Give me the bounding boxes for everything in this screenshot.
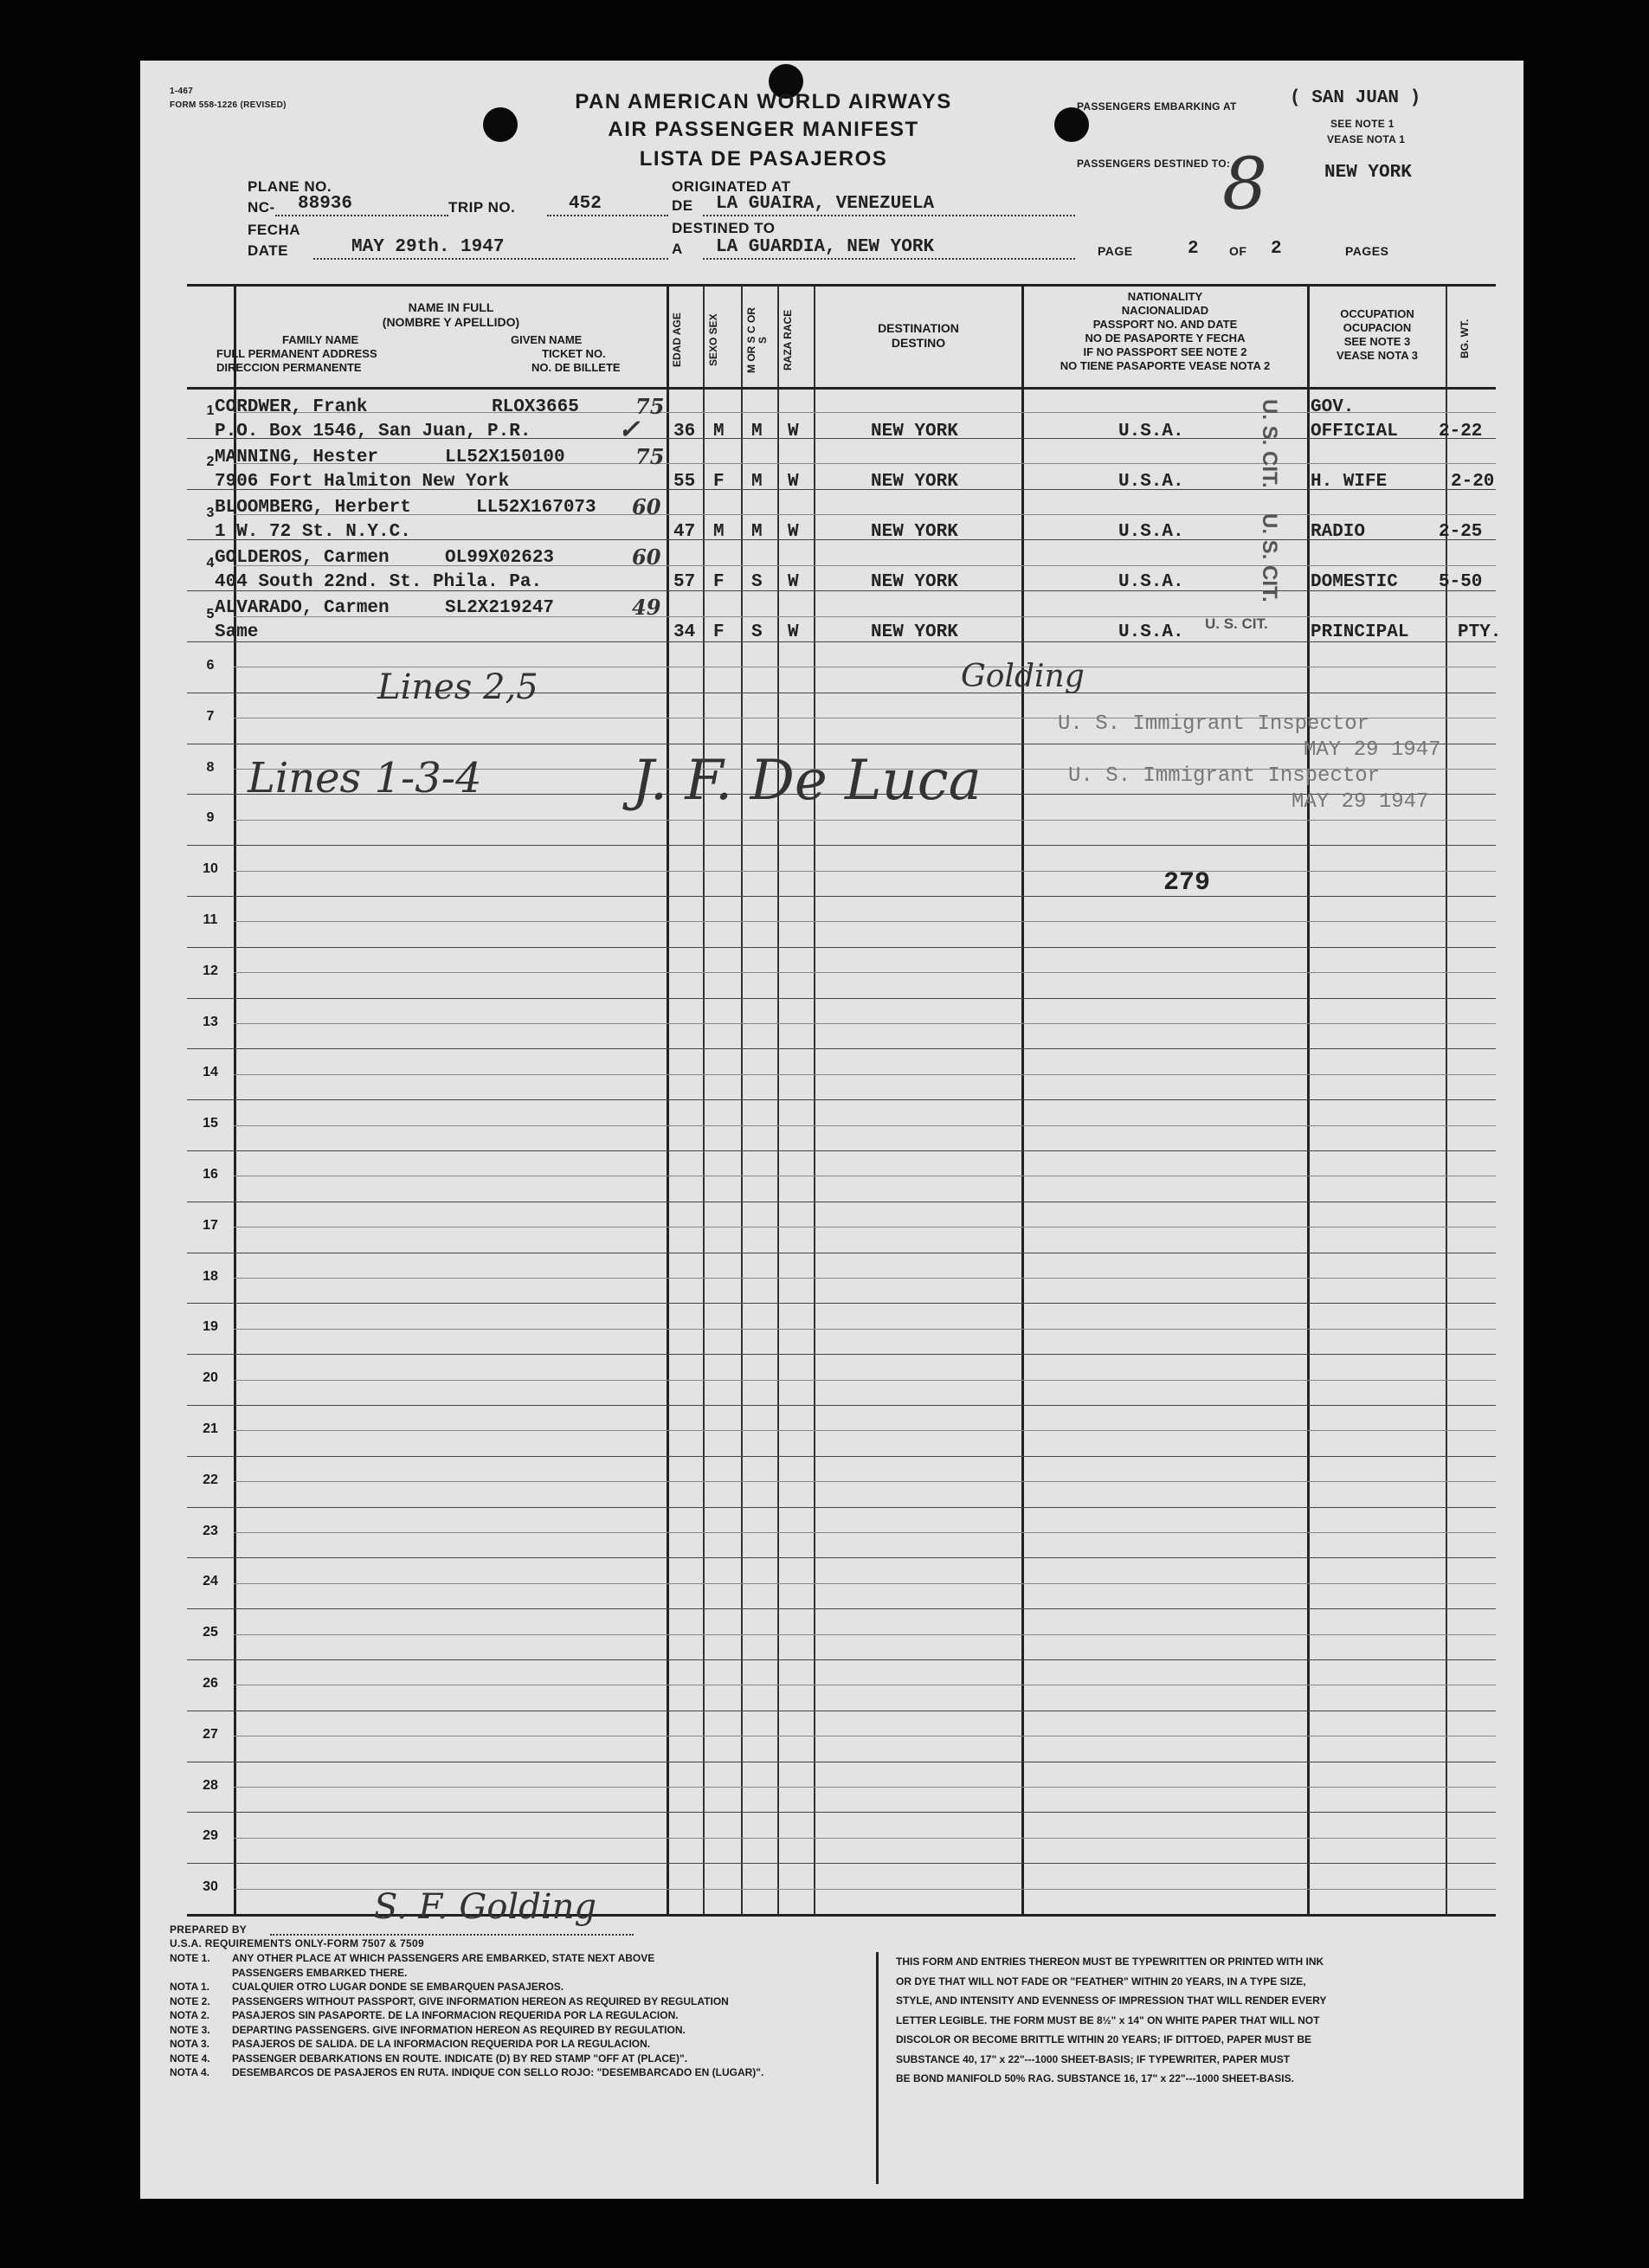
row-divider xyxy=(187,1507,1496,1508)
immigrant-inspector-stamp: U. S. Immigrant Inspector xyxy=(1068,764,1381,788)
row-midline xyxy=(234,1125,1496,1126)
note-line: NOTE 1. ANY OTHER PLACE AT WHICH PASSENGERS ARE EMBARKED, STATE NEXT ABOVE xyxy=(170,1952,655,1964)
passenger-age: 57 xyxy=(673,572,696,592)
check-mark: ✓ xyxy=(618,415,641,445)
passenger-table xyxy=(187,284,1502,1917)
header-nationality-line: PASSPORT NO. AND DATE xyxy=(1092,318,1238,331)
row-number: 30 xyxy=(203,1879,218,1895)
passenger-address: P.O. Box 1546, San Juan, P.R. xyxy=(215,422,531,441)
origin-line xyxy=(703,215,1075,216)
passenger-occupation: H. WIFE xyxy=(1311,472,1388,492)
row-divider xyxy=(187,1812,1496,1813)
passenger-sex: M xyxy=(713,522,725,542)
row-divider xyxy=(187,1150,1496,1151)
row-midline xyxy=(234,1787,1496,1788)
row-divider xyxy=(187,1354,1496,1355)
passenger-fare: 60 xyxy=(632,544,661,570)
punch-hole-right xyxy=(1054,107,1089,142)
row-midline xyxy=(234,514,1496,515)
header-sex: SEXO SEX xyxy=(707,313,719,367)
passenger-destination: NEW YORK xyxy=(871,422,958,441)
row-midline xyxy=(234,1583,1496,1584)
passenger-name: CORDWER, Frank xyxy=(215,397,368,417)
header-age: EDAD AGE xyxy=(671,312,683,368)
note-line: PASSENGERS EMBARKED THERE. xyxy=(232,1966,408,1979)
row-midline xyxy=(234,921,1496,922)
row-number: 6 xyxy=(206,658,215,673)
us-cit-stamp: U. S. CIT. xyxy=(1258,399,1281,488)
requirement-line: DISCOLOR OR BECOME BRITTLE WITHIN 20 YEARS; IF DITTOED, PAPER MUST BE xyxy=(896,2033,1312,2046)
prepared-by-label: PREPARED BY xyxy=(170,1923,248,1936)
of-label: OF xyxy=(1229,244,1247,258)
row-divider xyxy=(187,1048,1496,1049)
requirement-line: SUBSTANCE 40, 17" x 22"---1000 SHEET-BASIS; IF TYPEWRITER, PAPER MUST xyxy=(896,2052,1291,2065)
row-divider xyxy=(187,641,1496,642)
row-divider xyxy=(187,947,1496,948)
fecha-label: FECHA xyxy=(248,222,301,238)
row-divider xyxy=(187,896,1496,897)
destined-label: PASSENGERS DESTINED TO: xyxy=(1077,158,1231,170)
passenger-marital: S xyxy=(751,622,763,642)
immigrant-inspector-stamp: U. S. Immigrant Inspector xyxy=(1058,712,1370,736)
row-number: 4 xyxy=(206,556,215,571)
destined-value: NEW YORK xyxy=(1324,163,1412,183)
passenger-nationality: U.S.A. xyxy=(1118,622,1184,642)
passenger-occupation: DOMESTIC xyxy=(1311,572,1398,592)
header-direccion: DIRECCION PERMANENTE xyxy=(216,361,362,374)
passenger-nationality: U.S.A. xyxy=(1118,422,1184,441)
header-name-line: (NOMBRE Y APELLIDO) xyxy=(382,315,520,329)
row-number: 2 xyxy=(206,454,215,469)
row-number: 27 xyxy=(203,1726,218,1742)
plane-prefix: NC- xyxy=(248,199,275,216)
trip-number: 452 xyxy=(569,194,602,214)
header-ticket: TICKET NO. xyxy=(542,347,606,360)
row-midline xyxy=(234,972,1496,973)
header-occupation-line: SEE NOTE 3 xyxy=(1343,335,1411,348)
requirement-line: BE BOND MANIFOLD 50% RAG. SUBSTANCE 16, 17" x 22"---1000 SHEET-BASIS. xyxy=(896,2072,1294,2084)
stamp-date: MAY 29 1947 xyxy=(1304,738,1441,762)
header-destination-line: DESTINATION xyxy=(878,321,959,335)
row-midline xyxy=(234,1380,1496,1381)
row-divider xyxy=(187,1659,1496,1660)
passenger-age: 47 xyxy=(673,522,696,542)
passenger-destination: NEW YORK xyxy=(871,572,958,592)
row-midline xyxy=(234,412,1496,413)
destination-line xyxy=(703,258,1075,260)
passenger-destination: NEW YORK xyxy=(871,622,958,642)
passenger-ticket: RLOX3665 xyxy=(492,397,579,417)
requirement-line: STYLE, AND INTENSITY AND EVENNESS OF IMPRESSION THAT WILL RENDER EVERY xyxy=(896,1994,1327,2007)
note-line: NOTE 2. PASSENGERS WITHOUT PASSPORT, GIVE INFORMATION HEREON AS REQUIRED BY REGULATION xyxy=(170,1994,729,2007)
row-divider xyxy=(187,1099,1496,1100)
row-number: 12 xyxy=(203,963,218,978)
row-midline xyxy=(234,1838,1496,1839)
destined-to-label: DESTINED TO xyxy=(672,220,776,236)
row-number: 23 xyxy=(203,1523,218,1538)
passenger-nationality: U.S.A. xyxy=(1118,572,1184,592)
handwritten-lines-25: Lines 2,5 xyxy=(377,667,538,707)
requirement-line: LETTER LEGIBLE. THE FORM MUST BE 8½" x 14" ON WHITE PAPER THAT WILL NOT xyxy=(896,2013,1320,2026)
de-label: DE xyxy=(672,197,693,214)
requirement-line: THIS FORM AND ENTRIES THEREON MUST BE TYPEWRITTEN OR PRINTED WITH INK xyxy=(896,1956,1324,1968)
row-divider xyxy=(187,1456,1496,1457)
prepared-by-signature: S. F. Golding xyxy=(374,1887,596,1927)
page-label: PAGE xyxy=(1098,244,1133,258)
row-number: 1 xyxy=(206,403,215,418)
passenger-race: W xyxy=(788,422,799,441)
passenger-name: MANNING, Hester xyxy=(215,448,379,467)
passenger-age: 55 xyxy=(673,472,696,492)
passenger-age: 34 xyxy=(673,622,696,642)
row-number: 22 xyxy=(203,1472,218,1487)
row-number: 18 xyxy=(203,1268,218,1284)
passenger-sex: F xyxy=(713,472,725,492)
passenger-sex: F xyxy=(713,572,725,592)
passenger-destination: NEW YORK xyxy=(871,472,958,492)
row-midline xyxy=(234,820,1496,821)
passenger-race: W xyxy=(788,622,799,642)
trip-number-line xyxy=(547,215,668,216)
notes-list xyxy=(170,1951,763,2080)
row-divider xyxy=(187,1557,1496,1558)
note-line: NOTA 1. CUALQUIER OTRO LUGAR DONDE SE EMBARQUEN PASAJEROS. xyxy=(170,1981,564,1993)
passenger-ticket: LL52X167073 xyxy=(476,498,596,518)
us-cit-stamp: U. S. CIT. xyxy=(1258,513,1281,602)
row-number: 11 xyxy=(203,912,218,927)
passenger-race: W xyxy=(788,572,799,592)
passenger-name: GOLDEROS, Carmen xyxy=(215,548,390,568)
passenger-occupation-2: OFFICIAL xyxy=(1311,422,1398,441)
note-line: NOTE 4. PASSENGER DEBARKATIONS EN ROUTE. INDICATE (D) BY RED STAMP "OFF AT (PLACE)". xyxy=(170,2052,688,2065)
date-line xyxy=(313,258,668,260)
row-number: 5 xyxy=(206,607,215,622)
pages-label: PAGES xyxy=(1345,244,1389,258)
row-midline xyxy=(234,1074,1496,1075)
punch-hole-left xyxy=(483,107,518,142)
header-occupation-line: VEASE NOTA 3 xyxy=(1337,349,1418,362)
passenger-occupation: RADIO xyxy=(1311,522,1366,542)
row-number: 8 xyxy=(206,759,215,775)
passenger-ticket: LL52X150100 xyxy=(445,448,565,467)
row-number: 16 xyxy=(203,1167,218,1182)
header-occupation xyxy=(1311,307,1444,363)
row-midline xyxy=(234,1634,1496,1635)
header-destination-line: DESTINO xyxy=(891,336,946,350)
row-midline xyxy=(234,1023,1496,1024)
passenger-race: W xyxy=(788,522,799,542)
signature-deluca: J. F. De Luca xyxy=(632,749,982,813)
row-divider xyxy=(187,1303,1496,1304)
originated-label: ORIGINATED AT xyxy=(672,178,791,195)
header-occupation-line: OCUPACION xyxy=(1343,321,1412,334)
passenger-bag: PTY. xyxy=(1458,622,1502,642)
header-divider xyxy=(187,387,1496,390)
header-nationality xyxy=(1027,290,1304,373)
signature-golding: Golding xyxy=(961,659,1085,694)
row-number: 26 xyxy=(203,1676,218,1691)
passenger-fare: 75 xyxy=(635,444,665,469)
stamp-date: MAY 29 1947 xyxy=(1292,790,1429,814)
row-number: 14 xyxy=(203,1065,218,1080)
passenger-name: BLOOMBERG, Herbert xyxy=(215,498,411,518)
row-number: 29 xyxy=(203,1828,218,1844)
header-nationality-line: NO DE PASAPORTE Y FECHA xyxy=(1085,332,1246,345)
header-race: RAZA RACE xyxy=(782,309,794,371)
passenger-sex: M xyxy=(713,422,725,441)
prepared-by-line xyxy=(270,1934,634,1936)
row-number: 28 xyxy=(203,1777,218,1793)
plane-number: 88936 xyxy=(298,194,353,214)
row-number: 19 xyxy=(203,1319,218,1335)
note-line: NOTE 3. DEPARTING PASSENGERS. GIVE INFORMATION HEREON AS REQUIRED BY REGULATION. xyxy=(170,2023,686,2036)
passenger-bag: 2-22 xyxy=(1439,422,1483,441)
origin-value: LA GUAIRA, VENEZUELA xyxy=(716,194,935,214)
header-name-line: NAME IN FULL xyxy=(408,300,494,314)
row-midline xyxy=(234,616,1496,617)
passenger-race: W xyxy=(788,472,799,492)
form-number-revised: FORM 558-1226 (REVISED) xyxy=(170,100,287,110)
row-divider xyxy=(187,1863,1496,1864)
plane-number-line xyxy=(275,215,448,216)
note-line: NOTA 3. PASAJEROS DE SALIDA. DE LA INFORMACION REQUERIDA POR LA REGULACION. xyxy=(170,2038,651,2050)
passenger-marital: M xyxy=(751,522,763,542)
header-address: FULL PERMANENT ADDRESS xyxy=(216,347,377,360)
date-value: MAY 29th. 1947 xyxy=(351,237,505,257)
header-billete: NO. DE BILLETE xyxy=(531,361,621,374)
airline-title: PAN AMERICAN WORLD AIRWAYS xyxy=(575,90,952,113)
passenger-marital: S xyxy=(751,572,763,592)
page-number: 2 xyxy=(1188,239,1199,259)
passenger-occupation: GOV. xyxy=(1311,397,1355,417)
header-destination xyxy=(819,321,1018,351)
passenger-marital: M xyxy=(751,422,763,441)
passenger-fare: 75 xyxy=(635,394,665,419)
row-number: 13 xyxy=(203,1014,218,1029)
vease-nota-1: VEASE NOTA 1 xyxy=(1327,133,1406,145)
passenger-fare: 60 xyxy=(632,494,661,519)
passenger-marital: M xyxy=(751,472,763,492)
embarking-label: PASSENGERS EMBARKING AT xyxy=(1077,100,1237,113)
date-label: DATE xyxy=(248,242,289,259)
see-note-1: SEE NOTE 1 xyxy=(1330,118,1395,130)
row-number: 15 xyxy=(203,1116,218,1131)
passenger-nationality: U.S.A. xyxy=(1118,472,1184,492)
row-midline xyxy=(234,1532,1496,1533)
manifest-title-es: LISTA DE PASAJEROS xyxy=(639,147,888,171)
row-number: 9 xyxy=(206,810,215,826)
header-nationality-line: NO TIENE PASAPORTE VEASE NOTA 2 xyxy=(1060,359,1271,372)
row-midline xyxy=(234,1481,1496,1482)
row-divider xyxy=(187,998,1496,999)
passenger-sex: F xyxy=(713,622,725,642)
passenger-address: 404 South 22nd. St. Phila. Pa. xyxy=(215,572,543,592)
header-occupation-line: OCCUPATION xyxy=(1340,307,1414,320)
passenger-age: 36 xyxy=(673,422,696,441)
page-total: 2 xyxy=(1271,239,1282,259)
row-divider xyxy=(187,1405,1496,1406)
passenger-destination: NEW YORK xyxy=(871,522,958,542)
row-number: 3 xyxy=(206,505,215,520)
page-sequence-number: 279 xyxy=(1163,868,1211,898)
passenger-occupation: PRINCIPAL xyxy=(1311,622,1409,642)
passenger-ticket: SL2X219247 xyxy=(445,598,555,618)
a-label: A xyxy=(672,241,683,257)
row-divider xyxy=(187,845,1496,846)
row-midline xyxy=(234,1329,1496,1330)
paper-requirements-box xyxy=(876,1952,1485,2184)
handwritten-lines-134: Lines 1-3-4 xyxy=(248,754,482,802)
passenger-fare: 49 xyxy=(632,595,661,620)
passenger-address: Same xyxy=(215,622,259,642)
note-line: NOTA 4. DESEMBARCOS DE PASAJEROS EN RUTA. INDIQUE CON SELLO ROJO: "DESEMBARCADO EN (LUGAR)". xyxy=(170,2066,764,2078)
header-family-name: FAMILY NAME xyxy=(282,333,359,346)
row-number: 17 xyxy=(203,1217,218,1233)
requirement-line: OR DYE THAT WILL NOT FADE OR "FEATHER" WITHIN 20 YEARS, IN A TYPE SIZE, xyxy=(896,1975,1306,1988)
handwritten-number: 8 xyxy=(1222,144,1268,226)
header-bag-weight: BG. WT. xyxy=(1459,319,1471,358)
row-divider xyxy=(187,1608,1496,1609)
passenger-address: 7906 Fort Halmiton New York xyxy=(215,472,510,492)
usa-requirements: U.S.A. REQUIREMENTS ONLY-FORM 7507 & 7509 xyxy=(170,1937,424,1949)
header-given-name: GIVEN NAME xyxy=(511,333,583,346)
form-number: 1-467 xyxy=(170,87,194,96)
row-number: 10 xyxy=(203,861,218,877)
passenger-address: 1 W. 72 St. N.Y.C. xyxy=(215,522,411,542)
row-midline xyxy=(234,1278,1496,1279)
passenger-ticket: OL99X02623 xyxy=(445,548,555,568)
us-cit-stamp-horizontal: U. S. CIT. xyxy=(1205,615,1268,632)
trip-label: TRIP NO. xyxy=(448,199,516,216)
row-number: 20 xyxy=(203,1370,218,1386)
destination-value: LA GUARDIA, NEW YORK xyxy=(716,237,935,257)
header-name xyxy=(239,300,663,330)
row-midline xyxy=(234,871,1496,872)
plane-label: PLANE NO. xyxy=(248,178,332,195)
row-number: 24 xyxy=(203,1574,218,1589)
header-marital: M OR S C OR S xyxy=(745,307,769,374)
row-number: 21 xyxy=(203,1421,218,1436)
manifest-title: AIR PASSENGER MANIFEST xyxy=(608,118,919,141)
passenger-bag: 5-50 xyxy=(1439,572,1483,592)
passenger-name: ALVARADO, Carmen xyxy=(215,598,390,618)
manifest-page xyxy=(140,61,1523,2199)
row-number: 25 xyxy=(203,1625,218,1640)
note-line: NOTA 2. PASAJEROS SIN PASAPORTE. DE LA INFORMACION REQUERIDA POR LA REGULACION. xyxy=(170,2009,679,2021)
header-nationality-line: IF NO PASSPORT SEE NOTE 2 xyxy=(1083,345,1247,358)
row-midline xyxy=(234,565,1496,566)
passenger-bag: 2-25 xyxy=(1439,522,1483,542)
header-nationality-line: NATIONALITY xyxy=(1127,290,1203,303)
row-midline xyxy=(234,1430,1496,1431)
row-midline xyxy=(234,463,1496,464)
passenger-bag: 2-20 xyxy=(1451,472,1495,492)
header-nationality-line: NACIONALIDAD xyxy=(1121,304,1209,317)
passenger-nationality: U.S.A. xyxy=(1118,522,1184,542)
embarking-value: ( SAN JUAN ) xyxy=(1290,88,1421,108)
row-number: 7 xyxy=(206,708,215,724)
